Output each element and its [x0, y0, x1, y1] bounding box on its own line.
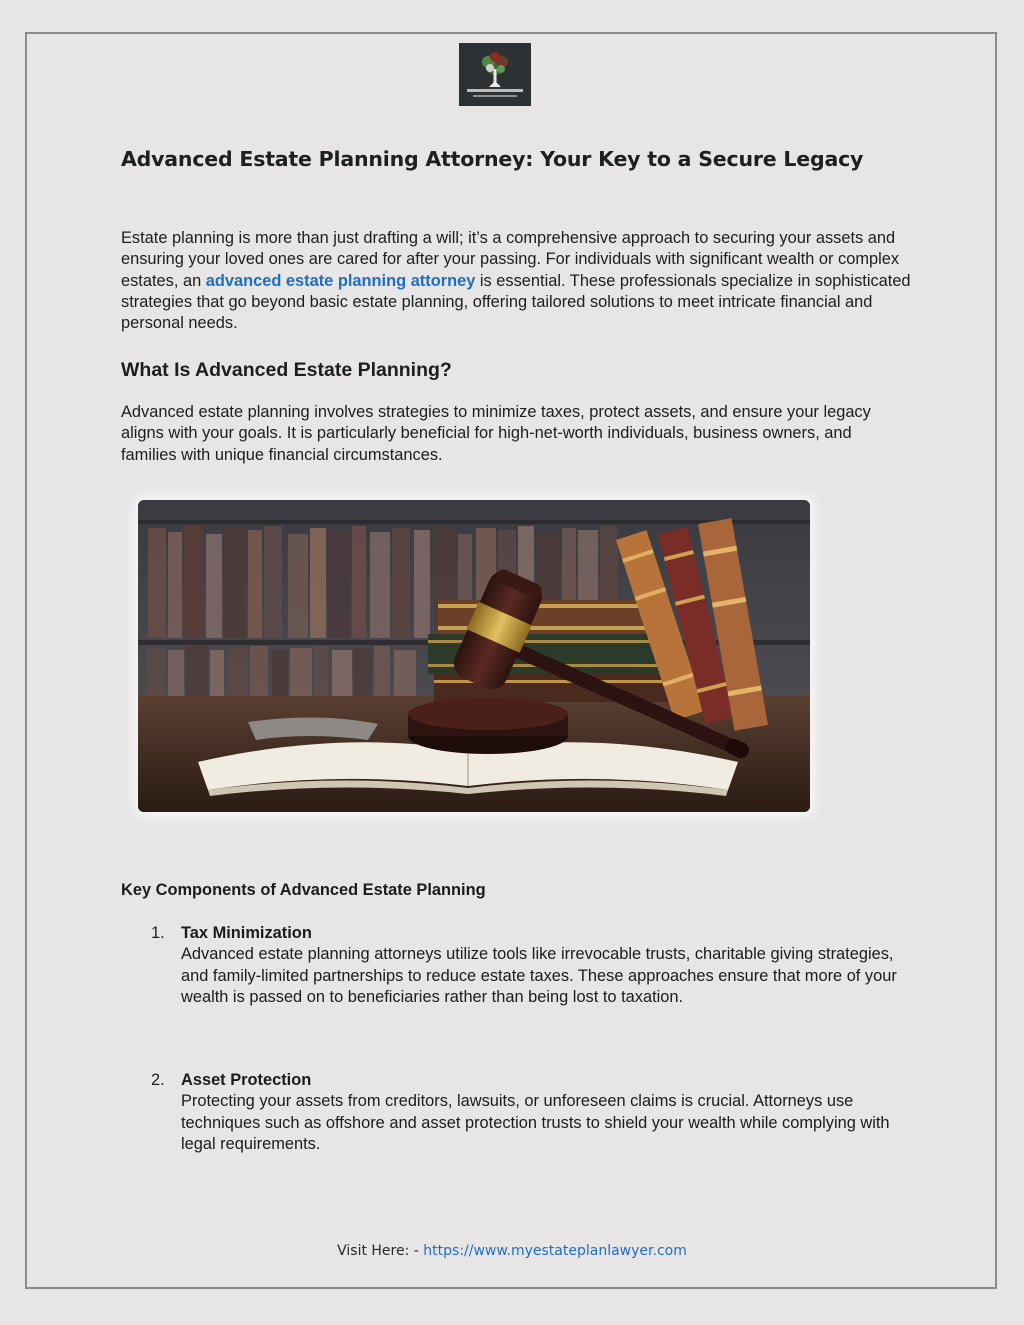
section-heading-key-components: Key Components of Advanced Estate Planning [121, 881, 486, 899]
list-item-body: Protecting your assets from creditors, lawsuits, or unforeseen claims is crucial. Attorneys use techniques such as offshore and asset protection trusts to shield your wealth while complying with legal requirements. [181, 1092, 890, 1153]
list-item-number: 1. [151, 924, 165, 942]
intro-text-end: is essential. These professionals specialize in sophisticated strategies that go beyond basic estate planning, offering tailored solutions to meet intricate financial and personal needs. [121, 271, 911, 333]
footer-url-link[interactable]: https://www.myestateplanlawyer.com [423, 1243, 687, 1259]
intro-text-start: Estate planning is more than just drafting a will; it’s a comprehensive approach to securing your assets and ensuring your loved ones are cared for after your passing. For individuals with significant wealth or complex estates, an [121, 229, 900, 290]
list-item [121, 923, 911, 1008]
page-title: Advanced Estate Planning Attorney: Your Key to a Secure Legacy [121, 147, 864, 171]
gavel-and-books-photo [138, 500, 810, 812]
section-heading-what-is: What Is Advanced Estate Planning? [121, 359, 452, 381]
footer-label: Visit Here: - [337, 1243, 424, 1259]
footer [0, 1243, 1024, 1259]
list-item [121, 1070, 911, 1155]
section-what-is-body: Advanced estate planning involves strategies to minimize taxes, protect assets, and ensure your legacy aligns with your goals. It is particularly beneficial for high-net-worth individuals, business owners, and families with unique financial circumstances. [121, 403, 871, 464]
tree-logo-icon [459, 43, 531, 106]
list-item-body: Advanced estate planning attorneys utilize tools like irrevocable trusts, charitable giving strategies, and family-limited partnerships to reduce estate taxes. These approaches ensure that more of your wealth is passed on to beneficiaries rather than being lost to taxation. [181, 945, 897, 1006]
list-item-number: 2. [151, 1071, 165, 1089]
attorney-link[interactable]: advanced estate planning attorney [205, 271, 476, 290]
list-item-title: Asset Protection [181, 1071, 312, 1089]
list-item-title: Tax Minimization [181, 924, 312, 942]
intro-paragraph [121, 228, 911, 334]
